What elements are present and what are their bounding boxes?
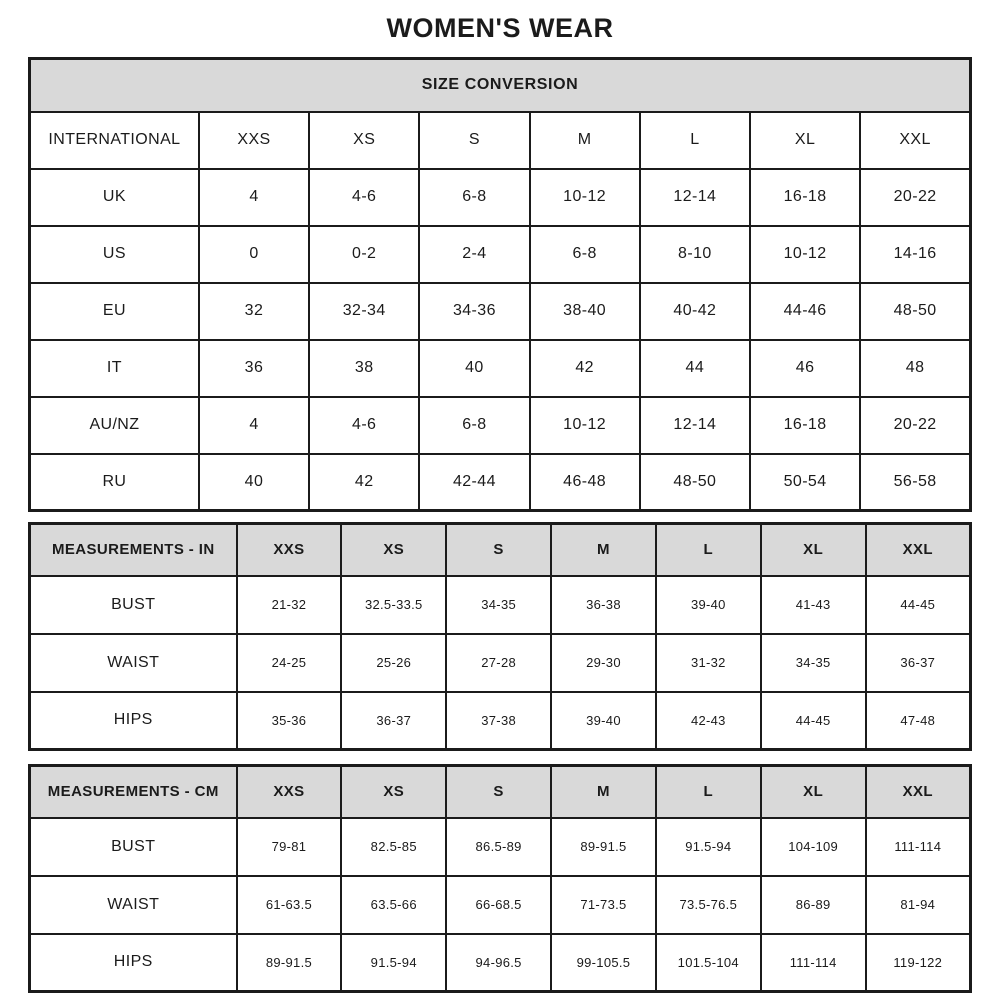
value-cell: 101.5-104 [656,934,761,992]
value-cell: 8-10 [640,226,750,283]
value-cell: 16-18 [750,169,860,226]
value-cell: 48 [860,340,970,397]
value-cell: 86.5-89 [446,818,551,876]
value-cell: 6-8 [419,397,529,454]
value-cell: 44 [640,340,750,397]
measurements-in-table [28,522,972,751]
table-banner-row [30,59,971,112]
value-cell: 41-43 [761,576,866,634]
row-label: WAIST [30,634,237,692]
value-cell: 10-12 [530,169,640,226]
size-column-header: XXS [237,524,342,576]
value-cell: 56-58 [860,454,970,511]
value-cell: 6-8 [530,226,640,283]
value-cell: 34-36 [419,283,529,340]
value-cell: 2-4 [419,226,529,283]
table-row [30,226,971,283]
value-cell: 44-46 [750,283,860,340]
table-row [30,692,971,750]
value-cell: 29-30 [551,634,656,692]
size-column-header: XXL [860,112,970,169]
value-cell: 61-63.5 [237,876,342,934]
value-cell: 12-14 [640,169,750,226]
value-cell: 40 [199,454,309,511]
value-cell: 91.5-94 [341,934,446,992]
value-cell: 89-91.5 [551,818,656,876]
table-header-row [30,524,971,576]
value-cell: 10-12 [750,226,860,283]
size-column-header: L [656,766,761,818]
measurements-cm-table [28,764,972,993]
value-cell: 6-8 [419,169,529,226]
row-label: US [30,226,199,283]
size-column-header: XL [761,524,866,576]
table-row [30,818,971,876]
value-cell: 44-45 [866,576,971,634]
table-title-cell: MEASUREMENTS - CM [30,766,237,818]
table-row [30,634,971,692]
size-column-header: XXL [866,524,971,576]
value-cell: 79-81 [237,818,342,876]
value-cell: 66-68.5 [446,876,551,934]
value-cell: 34-35 [446,576,551,634]
value-cell: 36-38 [551,576,656,634]
row-label: UK [30,169,199,226]
size-column-header: S [446,524,551,576]
table-header-row [30,112,971,169]
value-cell: 47-48 [866,692,971,750]
value-cell: 36 [199,340,309,397]
value-cell: 48-50 [640,454,750,511]
row-label: WAIST [30,876,237,934]
value-cell: 71-73.5 [551,876,656,934]
row-label: AU/NZ [30,397,199,454]
size-column-header: XXL [866,766,971,818]
table-title-cell: INTERNATIONAL [30,112,199,169]
value-cell: 99-105.5 [551,934,656,992]
page-title: WOMEN'S WEAR [386,13,614,43]
value-cell: 82.5-85 [341,818,446,876]
size-column-header: XXS [199,112,309,169]
value-cell: 42 [309,454,419,511]
value-cell: 24-25 [237,634,342,692]
size-column-header: M [551,524,656,576]
table-header-row [30,766,971,818]
row-label: EU [30,283,199,340]
value-cell: 20-22 [860,169,970,226]
value-cell: 50-54 [750,454,860,511]
value-cell: 0 [199,226,309,283]
value-cell: 32 [199,283,309,340]
value-cell: 44-45 [761,692,866,750]
table-row [30,876,971,934]
value-cell: 34-35 [761,634,866,692]
value-cell: 4-6 [309,169,419,226]
value-cell: 32-34 [309,283,419,340]
size-conversion-table [28,57,972,512]
value-cell: 40 [419,340,529,397]
row-label: BUST [30,818,237,876]
value-cell: 39-40 [656,576,761,634]
value-cell: 14-16 [860,226,970,283]
value-cell: 4-6 [309,397,419,454]
value-cell: 38 [309,340,419,397]
value-cell: 36-37 [866,634,971,692]
size-column-header: XXS [237,766,342,818]
value-cell: 39-40 [551,692,656,750]
value-cell: 37-38 [446,692,551,750]
value-cell: 10-12 [530,397,640,454]
value-cell: 111-114 [761,934,866,992]
value-cell: 81-94 [866,876,971,934]
value-cell: 104-109 [761,818,866,876]
size-column-header: XS [341,524,446,576]
value-cell: 119-122 [866,934,971,992]
table-row [30,169,971,226]
size-column-header: XL [761,766,866,818]
value-cell: 31-32 [656,634,761,692]
value-cell: 73.5-76.5 [656,876,761,934]
value-cell: 27-28 [446,634,551,692]
value-cell: 35-36 [237,692,342,750]
value-cell: 42-44 [419,454,529,511]
value-cell: 42-43 [656,692,761,750]
value-cell: 46 [750,340,860,397]
size-conversion-banner: SIZE CONVERSION [30,59,971,112]
value-cell: 20-22 [860,397,970,454]
value-cell: 4 [199,169,309,226]
size-column-header: S [419,112,529,169]
row-label: HIPS [30,934,237,992]
size-column-header: M [530,112,640,169]
value-cell: 36-37 [341,692,446,750]
value-cell: 89-91.5 [237,934,342,992]
size-column-header: L [656,524,761,576]
size-column-header: M [551,766,656,818]
value-cell: 32.5-33.5 [341,576,446,634]
value-cell: 46-48 [530,454,640,511]
value-cell: 42 [530,340,640,397]
size-column-header: L [640,112,750,169]
table-row [30,454,971,511]
value-cell: 48-50 [860,283,970,340]
row-label: IT [30,340,199,397]
value-cell: 21-32 [237,576,342,634]
value-cell: 38-40 [530,283,640,340]
table-row [30,340,971,397]
value-cell: 111-114 [866,818,971,876]
size-column-header: XS [341,766,446,818]
table-title-cell: MEASUREMENTS - IN [30,524,237,576]
value-cell: 25-26 [341,634,446,692]
value-cell: 0-2 [309,226,419,283]
size-column-header: XS [309,112,419,169]
value-cell: 63.5-66 [341,876,446,934]
row-label: HIPS [30,692,237,750]
size-column-header: S [446,766,551,818]
table-row [30,397,971,454]
value-cell: 16-18 [750,397,860,454]
table-row [30,576,971,634]
value-cell: 91.5-94 [656,818,761,876]
value-cell: 40-42 [640,283,750,340]
size-column-header: XL [750,112,860,169]
row-label: BUST [30,576,237,634]
value-cell: 12-14 [640,397,750,454]
table-row [30,283,971,340]
table-row [30,934,971,992]
value-cell: 94-96.5 [446,934,551,992]
value-cell: 86-89 [761,876,866,934]
row-label: RU [30,454,199,511]
value-cell: 4 [199,397,309,454]
